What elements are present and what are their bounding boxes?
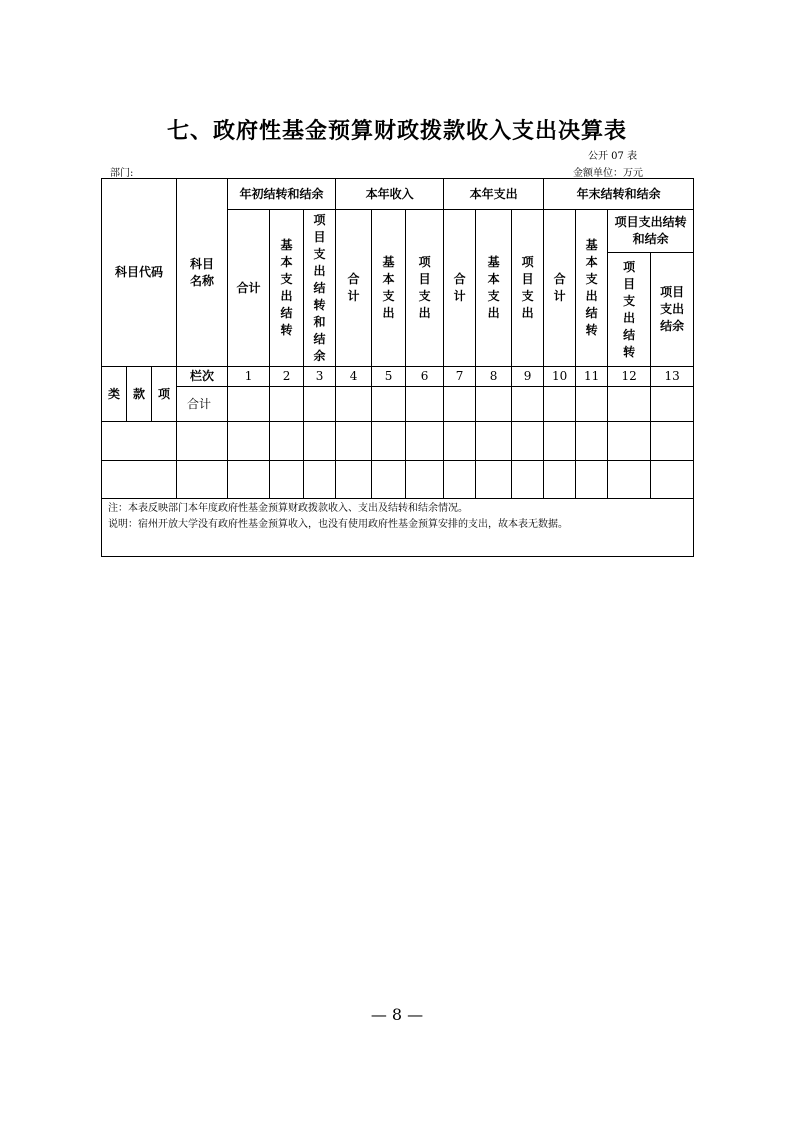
table-cell	[372, 461, 406, 499]
table-cell	[228, 387, 270, 422]
table-cell	[304, 422, 336, 461]
begin-basic-carry-header: 基本支出结转	[270, 210, 304, 367]
table-cell	[270, 422, 304, 461]
table-cell	[372, 387, 406, 422]
table-cell	[476, 387, 512, 422]
income-project-header: 项目支出	[406, 210, 444, 367]
column-number: 11	[576, 367, 608, 387]
table-cell	[512, 461, 544, 499]
table-cell	[651, 461, 694, 499]
expense-total-header: 合计	[444, 210, 476, 367]
income-total-header: 合计	[336, 210, 372, 367]
end-project-carry-header: 项目支出结转	[608, 253, 651, 367]
table-cell	[476, 461, 512, 499]
table-cell	[270, 387, 304, 422]
xiang-header: 项	[152, 367, 177, 422]
table-cell	[304, 387, 336, 422]
notes-cell	[102, 499, 694, 557]
table-cell	[651, 387, 694, 422]
page-title: 七、政府性基金预算财政拨款收入支出决算表	[166, 118, 627, 144]
table-cell	[576, 461, 608, 499]
table-cell	[336, 461, 372, 499]
begin-total-header: 合计	[228, 210, 270, 367]
table-row	[102, 422, 694, 461]
column-number: 13	[651, 367, 694, 387]
table-cell	[512, 422, 544, 461]
table-cell	[336, 387, 372, 422]
table-cell	[512, 387, 544, 422]
column-number: 6	[406, 367, 444, 387]
column-number: 8	[476, 367, 512, 387]
column-number: 1	[228, 367, 270, 387]
fund-budget-table	[101, 178, 694, 557]
table-cell	[444, 461, 476, 499]
subject-code-header: 科目代码	[102, 179, 177, 367]
income-basic-header: 基本支出	[372, 210, 406, 367]
table-cell	[608, 422, 651, 461]
table-cell	[228, 461, 270, 499]
table-cell	[102, 422, 177, 461]
table-row	[102, 461, 694, 499]
table-cell	[336, 422, 372, 461]
table-cell	[576, 387, 608, 422]
table-cell	[406, 461, 444, 499]
end-total-header: 合计	[544, 210, 576, 367]
column-number: 7	[444, 367, 476, 387]
note-text: 注：本表反映部门本年度政府性基金预算财政拨款收入、支出及结转和结余情况。	[108, 503, 468, 514]
table-cell	[304, 461, 336, 499]
begin-balance-group-header: 年初结转和结余	[228, 179, 336, 210]
column-number: 10	[544, 367, 576, 387]
column-number: 4	[336, 367, 372, 387]
table-cell	[102, 461, 177, 499]
table-cell	[444, 387, 476, 422]
expense-project-header: 项目支出	[512, 210, 544, 367]
end-balance-group-header: 年末结转和结余	[544, 179, 694, 210]
end-project-group-header: 项目支出结转和结余	[608, 210, 694, 253]
end-project-balance-header: 项目支出结余	[651, 253, 694, 367]
amount-unit-label: 金额单位：万元	[573, 168, 643, 179]
explain-text: 说明：宿州开放大学没有政府性基金预算收入，也没有使用政府性基金预算安排的支出，故本表无数据。	[108, 519, 568, 530]
column-number: 3	[304, 367, 336, 387]
table-cell	[444, 422, 476, 461]
subject-name-header: 科目名称	[177, 179, 228, 367]
table-cell	[406, 387, 444, 422]
lei-header: 类	[102, 367, 127, 422]
table-cell	[177, 461, 228, 499]
table-cell	[406, 422, 444, 461]
table-cell	[372, 422, 406, 461]
column-number: 9	[512, 367, 544, 387]
table-cell	[608, 387, 651, 422]
kuan-header: 款	[127, 367, 152, 422]
expense-basic-header: 基本支出	[476, 210, 512, 367]
expense-group-header: 本年支出	[444, 179, 544, 210]
department-label: 部门:	[110, 168, 134, 179]
table-cell	[544, 387, 576, 422]
column-number: 2	[270, 367, 304, 387]
table-cell	[608, 461, 651, 499]
begin-project-carry-balance-header: 项目支出结转和结余	[304, 210, 336, 367]
column-number: 5	[372, 367, 406, 387]
table-cell	[177, 422, 228, 461]
table-cell	[544, 422, 576, 461]
end-basic-carry-header: 基本支出结转	[576, 210, 608, 367]
total-row-label: 合计	[177, 387, 228, 422]
income-group-header: 本年收入	[336, 179, 444, 210]
page-number: — 8 —	[370, 1005, 424, 1024]
table-cell	[576, 422, 608, 461]
table-cell	[651, 422, 694, 461]
table-cell	[476, 422, 512, 461]
table-cell	[270, 461, 304, 499]
lanci-label: 栏次	[177, 367, 228, 387]
column-number: 12	[608, 367, 651, 387]
form-number: 公开 07 表	[588, 151, 638, 162]
table-cell	[228, 422, 270, 461]
table-cell	[544, 461, 576, 499]
